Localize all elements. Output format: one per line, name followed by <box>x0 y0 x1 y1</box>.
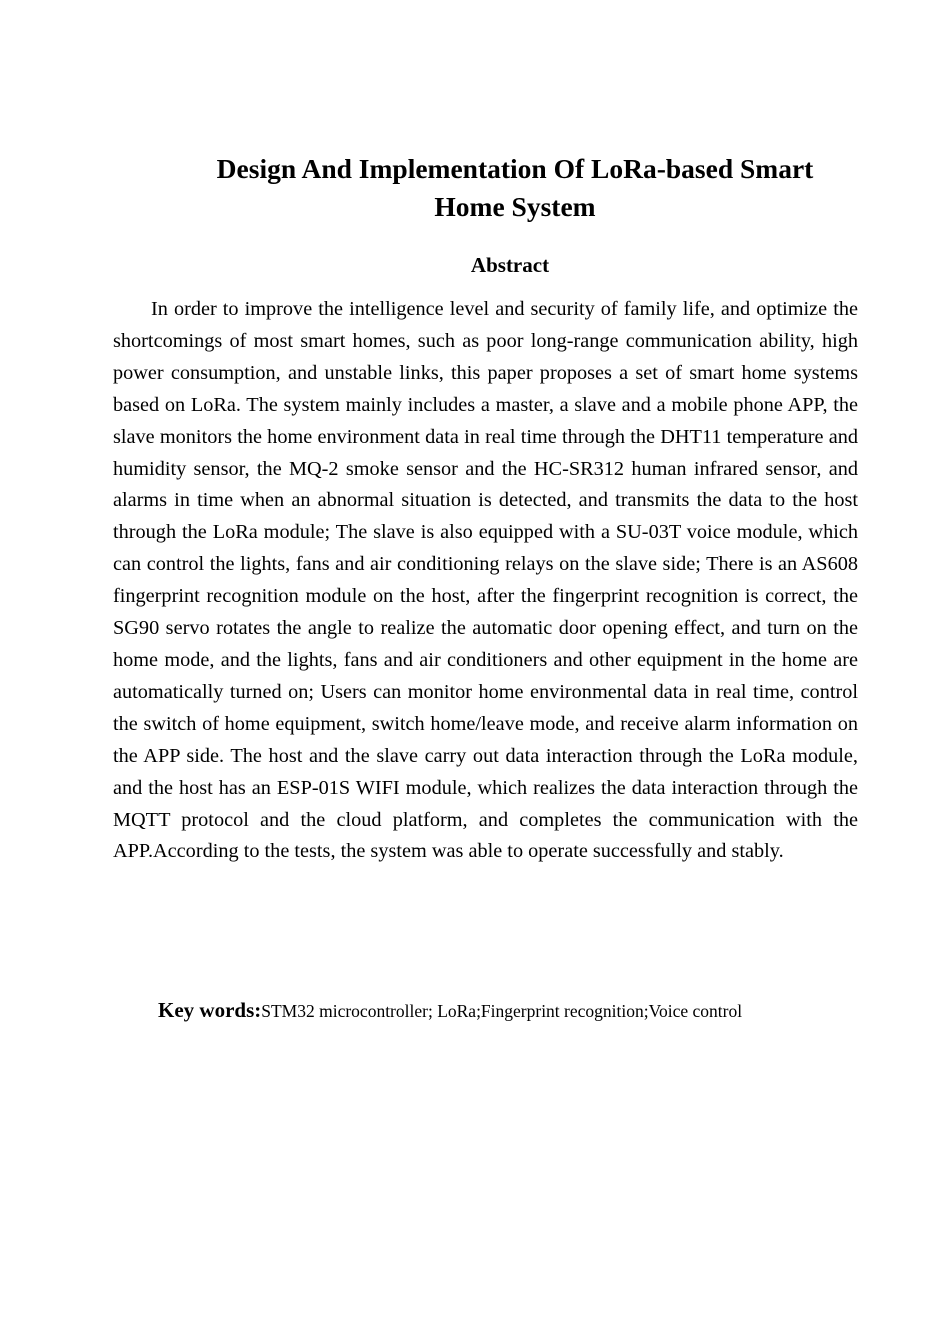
keywords-line <box>158 998 858 1023</box>
keywords-value: STM32 microcontroller; LoRa;Fingerprint recognition;Voice control <box>261 1001 743 1021</box>
abstract-heading: Abstract <box>470 253 550 277</box>
keywords-label: Key words: <box>158 998 262 1022</box>
abstract-body: In order to improve the intelligence level and security of family life, and optimize the shortcomings of most smart homes, such as poor long-range communication ability, high power consumption, and unstable links, this paper proposes a set of smart home systems based on LoRa. The system mainly includes a master, a slave and a mobile phone APP, the slave monitors the home environment data in real time through the DHT11 temperature and humidity sensor, the MQ-2 smoke sensor and the HC-SR312 human infrared sensor, and alarms in time when an abnormal situation is detected, and transmits the data to the host through the LoRa module; The slave is also equipped with a SU-03T voice module, which can control the lights, fans and air conditioning relays on the slave side; There is an AS608 fingerprint recognition module on the host, after the fingerprint recognition is correct, the SG90 servo rotates the angle to realize the automatic door opening effect, and turn on the home mode, and the lights, fans and air conditioners and other equipment in the home are automatically turned on; Users can monitor home environmental data in real time, control the switch of home equipment, switch home/leave mode, and receive alarm information on the APP side. The host and the slave carry out data interaction through the LoRa module, and the host has an ESP-01S WIFI module, which realizes the data interaction through the MQTT protocol and the cloud platform, and completes the communication with the APP.According to the tests, the system was able to operate successfully and stably. <box>113 298 858 863</box>
paper-title: Design And Implementation Of LoRa-based Smart Home System <box>216 153 814 222</box>
